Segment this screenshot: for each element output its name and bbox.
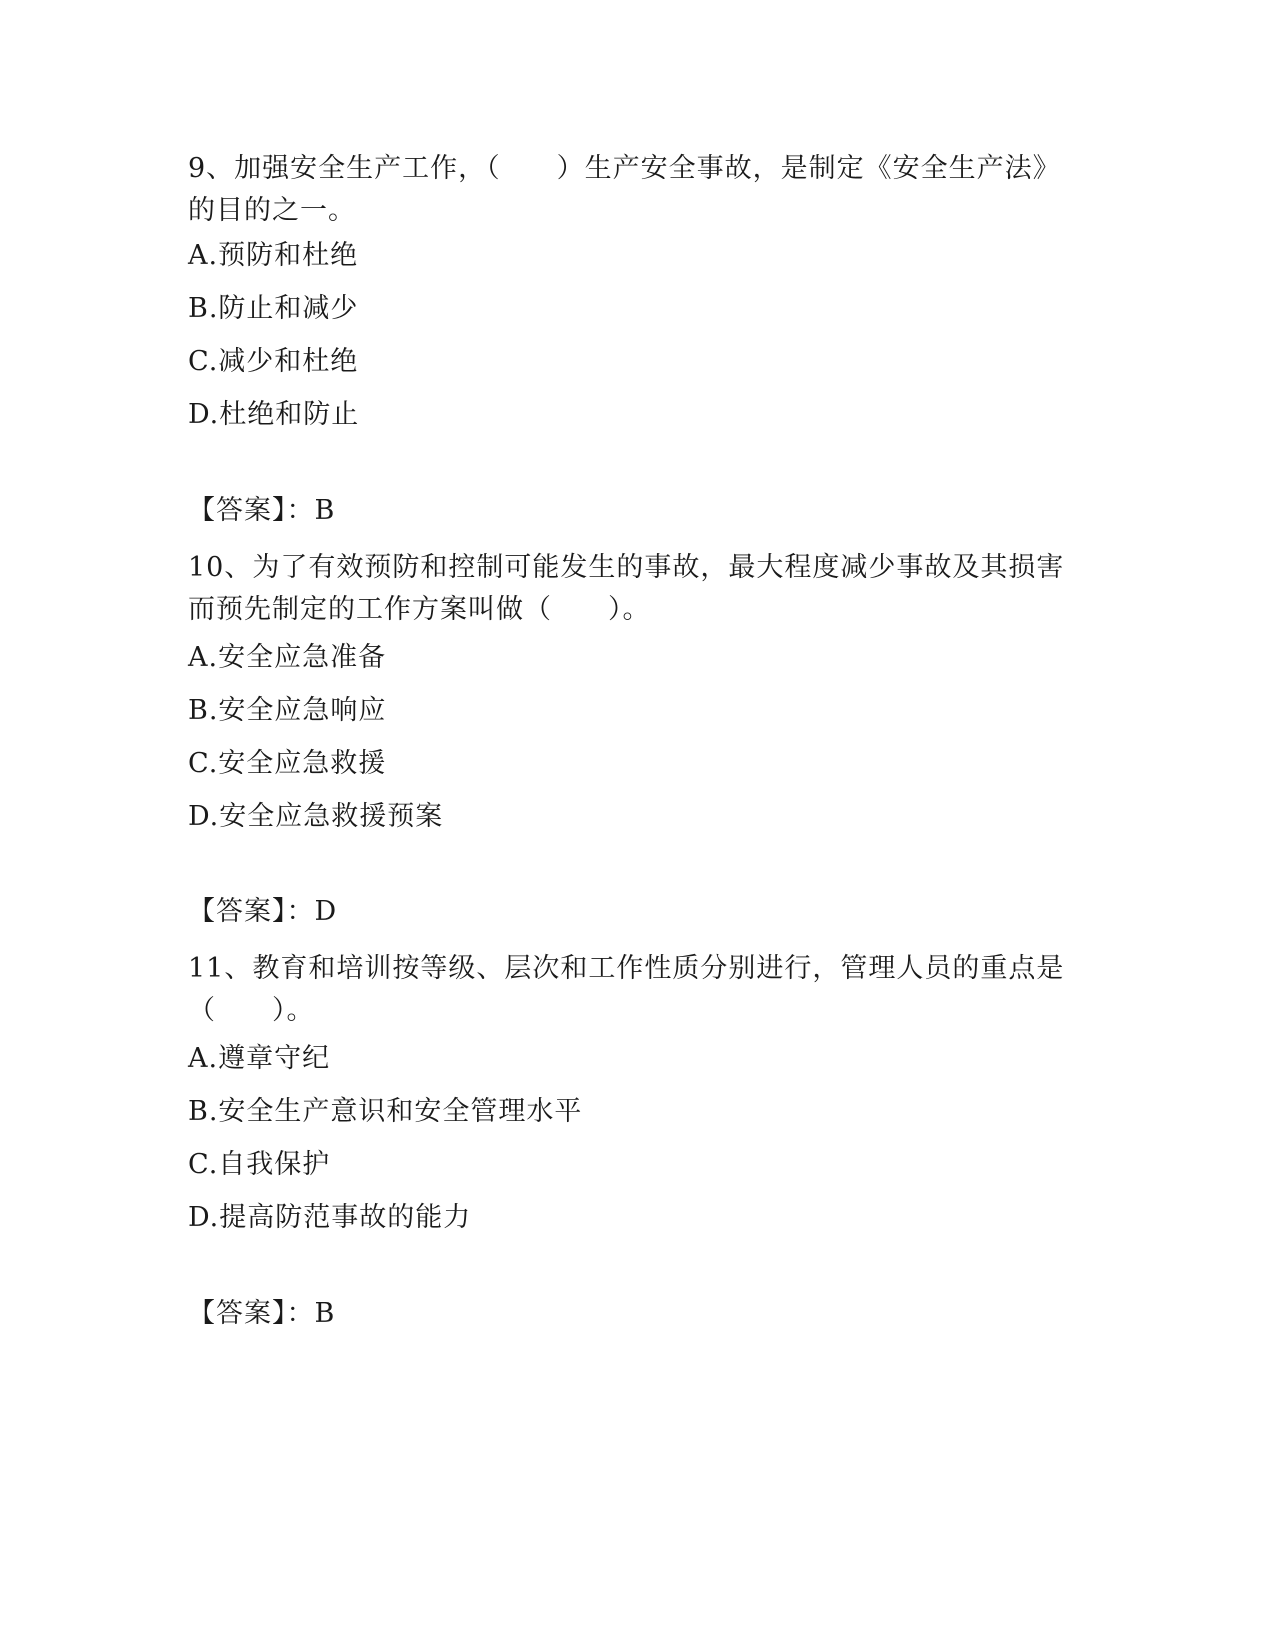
question-11-option-b: B.安全生产意识和安全管理水平 — [188, 1096, 583, 1127]
question-9-option-b: B.防止和减少 — [188, 293, 359, 324]
question-11-option-d: D.提高防范事故的能力 — [188, 1202, 472, 1233]
question-9-option-c: C.减少和杜绝 — [188, 346, 359, 377]
question-11-stem: 11、教育和培训按等级、层次和工作性质分别进行，管理人员的重点是（ ）。 — [188, 953, 1065, 1026]
question-11-answer: 【答案】：B — [188, 1298, 336, 1329]
question-9-answer: 【答案】：B — [188, 495, 336, 526]
question-11-option-a: A.遵章守纪 — [188, 1043, 331, 1074]
question-10-stem: 10、为了有效预防和控制可能发生的事故，最大程度减少事故及其损害而预先制定的工作方案叫做（ ）。 — [188, 552, 1065, 625]
question-9-stem: 9、加强安全生产工作，（ ）生产安全事故，是制定《安全生产法》的目的之一。 — [188, 153, 1061, 226]
question-11-option-c: C.自我保护 — [188, 1149, 331, 1180]
question-10-option-b: B.安全应急响应 — [188, 695, 387, 726]
question-10-option-a: A.安全应急准备 — [188, 642, 387, 673]
question-9-option-a: A.预防和杜绝 — [188, 240, 359, 271]
question-10-option-d: D.安全应急救援预案 — [188, 801, 444, 832]
question-10-answer: 【答案】：D — [188, 896, 338, 927]
question-9-option-d: D.杜绝和防止 — [188, 399, 360, 430]
question-10-option-c: C.安全应急救援 — [188, 748, 387, 779]
